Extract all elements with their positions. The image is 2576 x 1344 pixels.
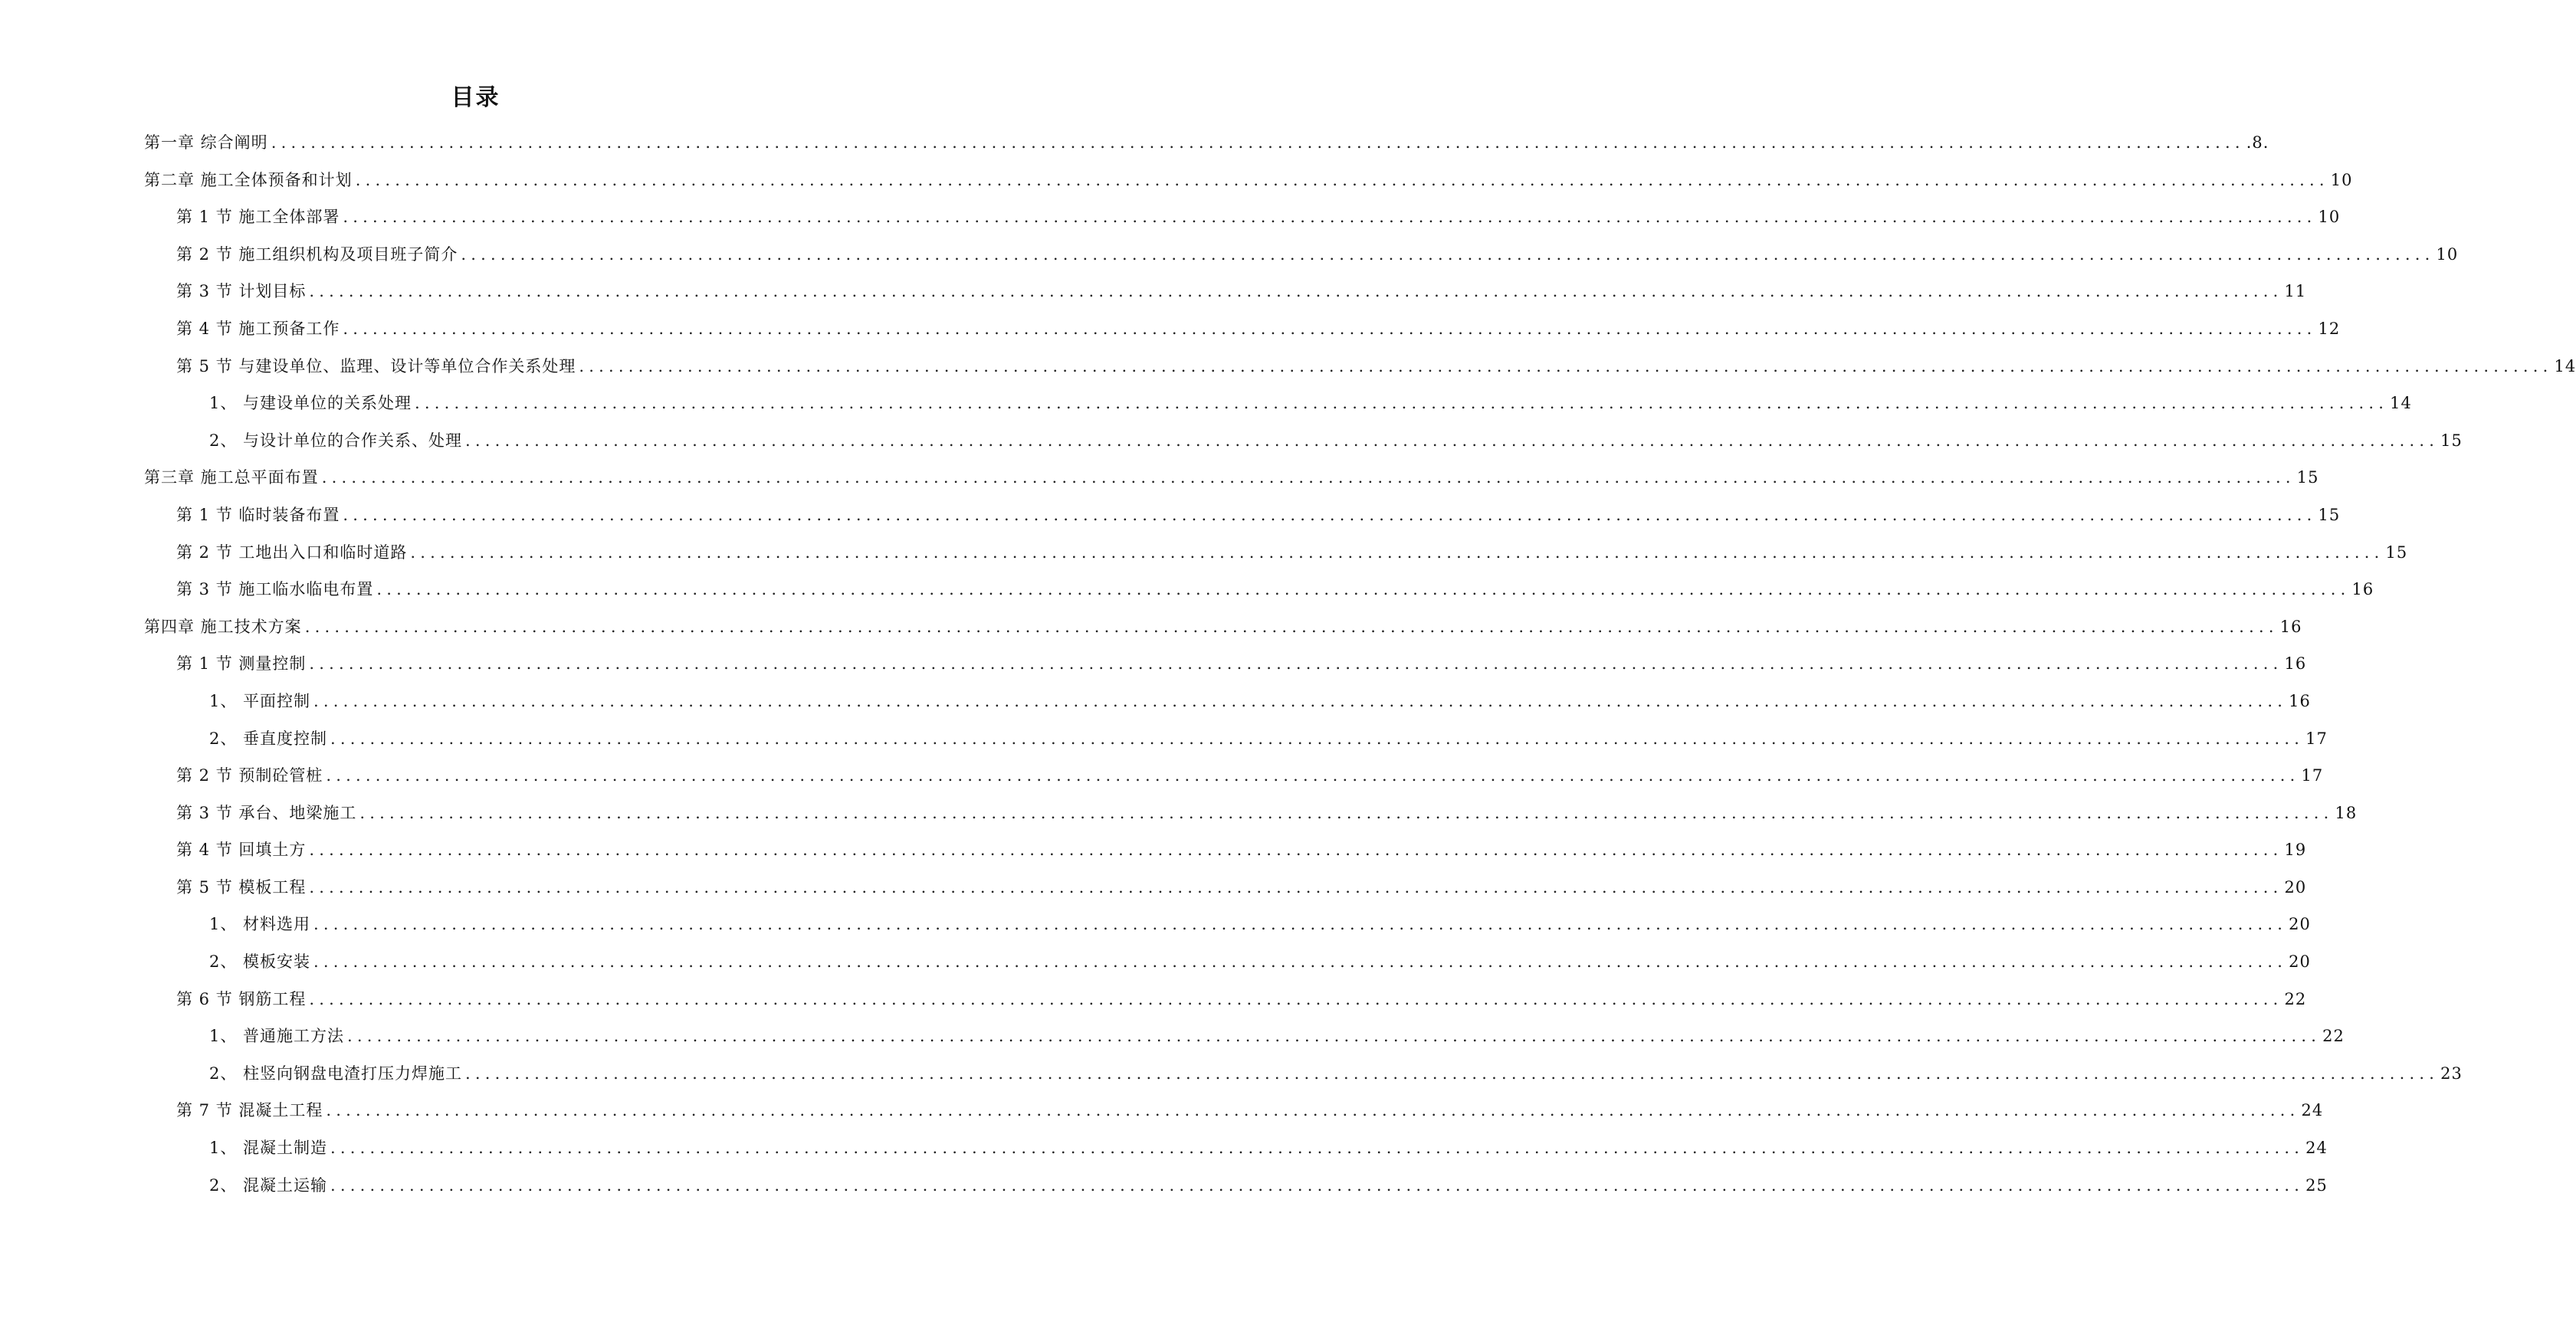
toc-leader-dots: ........................................................................................................................................................................................................ [330, 729, 2305, 748]
toc-entry-title: 第 2 节 预制砼管桩 [176, 766, 323, 785]
toc-entry-title: 第 3 节 计划目标 [176, 282, 307, 301]
toc-entry-title: 1、 与建设单位的关系处理 [209, 394, 412, 413]
toc-leader-dots: ........................................................................................................................................................................................................ [330, 1139, 2305, 1158]
toc-page-number: 24 [2305, 1139, 2328, 1158]
toc-entry[interactable] [0, 687, 2311, 725]
toc-entry-title: 第 2 节 施工组织机构及项目班子简介 [176, 244, 458, 264]
toc-leader-dots: ........................................................................................................................................................................................................ [410, 543, 2384, 562]
toc-page-number: .8. [2246, 133, 2269, 152]
toc-entry-title: 1、 平面控制 [209, 691, 311, 710]
toc-entry[interactable] [0, 315, 2341, 352]
toc-entry[interactable] [0, 129, 2269, 166]
toc-leader-dots: ........................................................................................................................................................................................................ [343, 505, 2317, 524]
toc-leader-dots: ........................................................................................................................................................................................................ [326, 1101, 2300, 1120]
toc-entry[interactable] [0, 241, 2459, 278]
toc-leader-dots: ........................................................................................................................................................................................................ [343, 208, 2317, 227]
toc-leader-dots: ........................................................................................................................................................................................................ [309, 841, 2283, 860]
toc-entry[interactable] [0, 575, 2374, 613]
table-of-contents [0, 129, 2576, 1208]
toc-entry[interactable] [0, 464, 2319, 501]
toc-page-number: 10 [2436, 244, 2459, 264]
toc-entry[interactable] [0, 277, 2307, 315]
toc-leader-dots: ........................................................................................................................................................................................................ [304, 617, 2279, 636]
toc-leader-dots: ........................................................................................................................................................................................................ [415, 394, 2389, 413]
toc-entry-title: 第 4 节 回填土方 [176, 841, 307, 860]
toc-page-number: 15 [2318, 505, 2341, 524]
toc-entry[interactable] [0, 650, 2307, 687]
toc-page-number: 20 [2289, 952, 2311, 972]
toc-page-number: 12 [2318, 319, 2341, 338]
toc-leader-dots: ........................................................................................................................................................................................................ [321, 468, 2295, 487]
toc-entry-title: 第 1 节 测量控制 [176, 654, 307, 674]
toc-leader-dots: ........................................................................................................................................................................................................ [465, 431, 2440, 450]
toc-entry-title: 第 4 节 施工预备工作 [176, 319, 340, 338]
toc-entry[interactable] [0, 501, 2341, 539]
toc-leader-dots: ........................................................................................................................................................................................................ [465, 1064, 2440, 1083]
toc-leader-dots: ........................................................................................................................................................................................................ [271, 133, 2245, 152]
toc-page-number: 16 [2351, 580, 2374, 599]
toc-entry[interactable] [0, 725, 2328, 762]
toc-leader-dots: ........................................................................................................................................................................................................ [309, 654, 2283, 674]
toc-page-number: 20 [2284, 877, 2307, 897]
toc-page-number: 17 [2305, 729, 2328, 748]
toc-entry[interactable] [0, 874, 2307, 911]
toc-entry[interactable] [0, 1097, 2324, 1134]
toc-entry[interactable] [0, 203, 2341, 241]
toc-leader-dots: ........................................................................................................................................................................................................ [326, 766, 2300, 785]
toc-leader-dots: ........................................................................................................................................................................................................ [461, 244, 2435, 264]
toc-entry[interactable] [0, 427, 2463, 464]
toc-entry-title: 第 1 节 临时装备布置 [176, 505, 340, 524]
toc-entry-title: 1、 普通施工方法 [209, 1027, 345, 1046]
toc-entry[interactable] [0, 762, 2324, 799]
toc-entry[interactable] [0, 910, 2311, 948]
toc-entry-title: 第 3 节 施工临水临电布置 [176, 580, 374, 599]
toc-page-number: 18 [2335, 803, 2358, 822]
toc-page-number: 25 [2305, 1175, 2328, 1195]
toc-leader-dots: ........................................................................................................................................................................................................ [347, 1027, 2322, 1046]
toc-entry[interactable] [0, 352, 2576, 390]
toc-page-number: 15 [2385, 543, 2408, 562]
toc-entry-title: 2、 混凝土运输 [209, 1175, 328, 1195]
toc-page-number: 14 [2390, 394, 2412, 413]
toc-page-number: 22 [2322, 1027, 2345, 1046]
toc-entry[interactable] [0, 1172, 2328, 1209]
toc-entry-title: 第 6 节 钢筋工程 [176, 989, 307, 1008]
toc-page-number: 15 [2296, 468, 2319, 487]
toc-entry-title: 第一章 综合阐明 [144, 133, 268, 152]
toc-page-number: 10 [2330, 170, 2353, 189]
toc-page-number: 22 [2284, 989, 2307, 1008]
toc-leader-dots: ........................................................................................................................................................................................................ [309, 989, 2283, 1008]
toc-entry-title: 2、 与设计单位的合作关系、处理 [209, 431, 463, 450]
toc-page-number: 24 [2301, 1101, 2324, 1120]
toc-page-number: 14 [2554, 356, 2576, 375]
toc-leader-dots: ........................................................................................................................................................................................................ [309, 877, 2283, 897]
toc-page-number: 20 [2289, 915, 2311, 934]
toc-leader-dots: ........................................................................................................................................................................................................ [313, 915, 2288, 934]
toc-page-number: 17 [2301, 766, 2324, 785]
toc-entry-title: 第四章 施工技术方案 [144, 617, 302, 636]
toc-page-number: 16 [2279, 617, 2302, 636]
toc-entry-title: 第 3 节 承台、地梁施工 [176, 803, 357, 822]
toc-entry[interactable] [0, 948, 2311, 985]
toc-page-number: 11 [2284, 282, 2307, 301]
toc-entry-title: 第 5 节 模板工程 [176, 877, 307, 897]
toc-entry[interactable] [0, 1060, 2463, 1097]
toc-leader-dots: ........................................................................................................................................................................................................ [579, 356, 2553, 375]
toc-entry-title: 1、 混凝土制造 [209, 1139, 328, 1158]
toc-leader-dots: ........................................................................................................................................................................................................ [309, 282, 2283, 301]
toc-page-number: 23 [2440, 1064, 2463, 1083]
toc-entry-title: 2、 柱竖向钢盘电渣打压力焊施工 [209, 1064, 463, 1083]
page-title: 目录 [451, 84, 500, 111]
toc-page-number: 15 [2440, 431, 2463, 450]
toc-entry-title: 第 1 节 施工全体部署 [176, 208, 340, 227]
toc-entry-title: 第 2 节 工地出入口和临时道路 [176, 543, 408, 562]
toc-leader-dots: ........................................................................................................................................................................................................ [376, 580, 2351, 599]
toc-entry-title: 2、 模板安装 [209, 952, 311, 972]
toc-entry[interactable] [0, 389, 2412, 427]
toc-page-number: 10 [2318, 208, 2341, 227]
toc-entry[interactable] [0, 836, 2307, 874]
toc-entry[interactable] [0, 166, 2353, 204]
toc-entry[interactable] [0, 1134, 2328, 1172]
toc-leader-dots: ........................................................................................................................................................................................................ [330, 1175, 2305, 1195]
toc-leader-dots: ........................................................................................................................................................................................................ [313, 691, 2288, 710]
toc-page-number: 19 [2284, 841, 2307, 860]
toc-entry-title: 第二章 施工全体预备和计划 [144, 170, 353, 189]
toc-leader-dots: ........................................................................................................................................................................................................ [355, 170, 2329, 189]
toc-entry-title: 第三章 施工总平面布置 [144, 468, 319, 487]
toc-page-number: 16 [2284, 654, 2307, 674]
toc-leader-dots: ........................................................................................................................................................................................................ [313, 952, 2288, 972]
toc-entry-title: 第 5 节 与建设单位、监理、设计等单位合作关系处理 [176, 356, 576, 375]
toc-entry[interactable] [0, 799, 2358, 837]
toc-entry[interactable] [0, 985, 2307, 1023]
toc-entry-title: 1、 材料选用 [209, 915, 311, 934]
toc-entry-title: 2、 垂直度控制 [209, 729, 328, 748]
toc-page-number: 16 [2289, 691, 2311, 710]
toc-entry-title: 第 7 节 混凝土工程 [176, 1101, 323, 1120]
toc-leader-dots: ........................................................................................................................................................................................................ [359, 803, 2334, 822]
toc-entry[interactable] [0, 613, 2302, 651]
toc-entry[interactable] [0, 1022, 2345, 1060]
toc-leader-dots: ........................................................................................................................................................................................................ [343, 319, 2317, 338]
toc-entry[interactable] [0, 539, 2408, 576]
